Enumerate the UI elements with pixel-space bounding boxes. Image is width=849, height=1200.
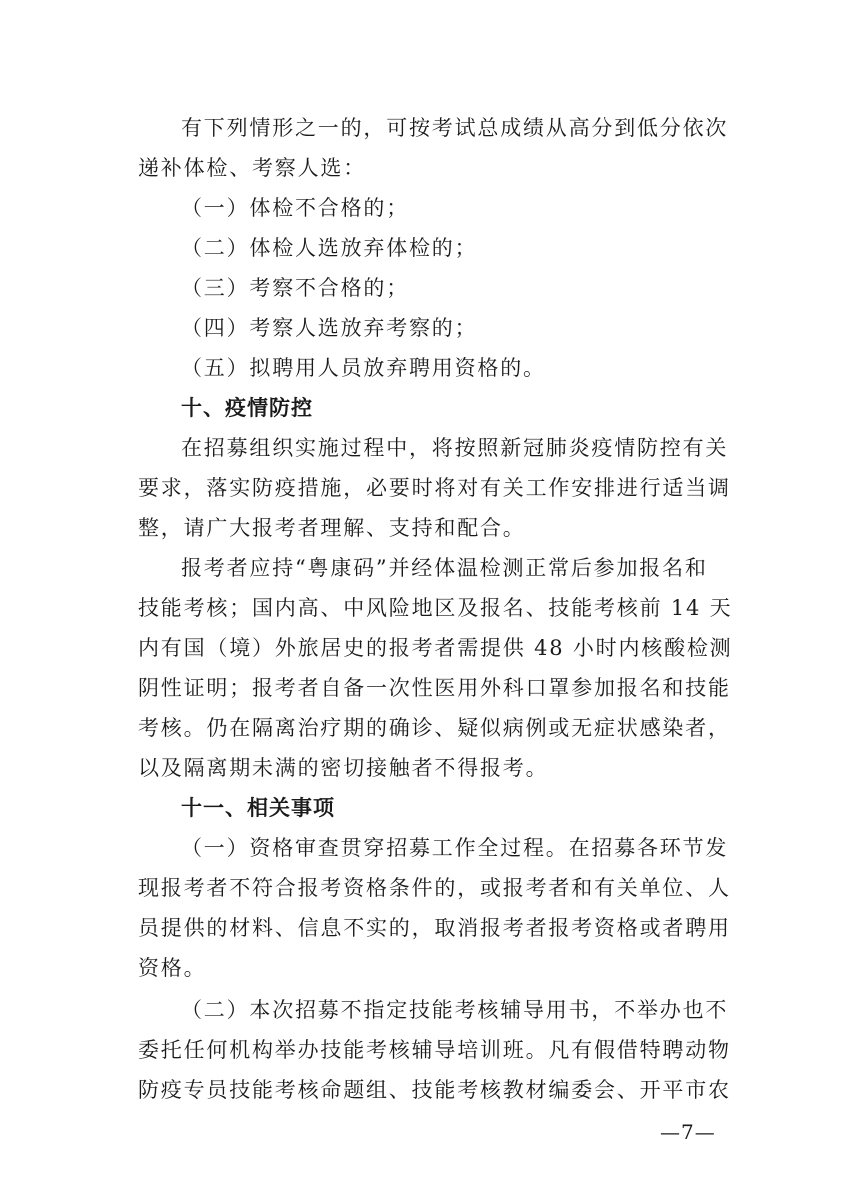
text-line: 员提供的材料、信息不实的，取消报考者报考资格或者聘用 [138, 916, 731, 940]
paragraph-health-code [138, 548, 738, 788]
text-line: （四）考察人选放弃考察的； [181, 316, 478, 340]
body-text [138, 108, 738, 1110]
text-line: 有下列情形之一的，可按考试总成绩从高分到低分依次 [181, 116, 729, 140]
text-line: 阴性证明；报考者自备一次性医用外科口罩参加报名和技能 [138, 676, 731, 700]
list-item-4 [138, 308, 738, 348]
text-line: 递补体检、考察人选： [138, 156, 366, 180]
text-line: 委托任何机构举办技能考核辅导培训班。凡有假借特聘动物 [138, 1038, 731, 1062]
text-line: 内有国（境）外旅居史的报考者需提供 48 小时内核酸检测 [138, 636, 733, 660]
section-title: 十一、相关事项 [181, 796, 335, 820]
paragraph-epidemic-measures [138, 428, 738, 548]
list-item-3 [138, 268, 738, 308]
paragraph-no-tutoring [138, 990, 738, 1110]
text-line: 整，请广大报考者理解、支持和配合。 [138, 516, 526, 540]
text-line: （五）拟聘用人员放弃聘用资格的。 [181, 356, 546, 380]
text-line: 报考者应持“粤康码”并经体温检测正常后参加报名和 [181, 556, 708, 580]
section-heading-11 [138, 788, 738, 828]
text-line: 现报考者不符合报考资格条件的，或报考者和有关单位、人 [138, 876, 731, 900]
text-line: （三）考察不合格的； [181, 276, 409, 300]
text-line: （一）体检不合格的； [181, 196, 409, 220]
text-line: 技能考核；国内高、中风险地区及报名、技能考核前 14 天 [138, 596, 733, 620]
text-line: （二）体检人选放弃体检的； [181, 236, 478, 260]
text-line: 资格。 [138, 956, 207, 980]
section-title: 十、疫情防控 [181, 396, 313, 420]
paragraph-substitution-intro [138, 108, 738, 188]
text-line: 要求，落实防疫措施，必要时将对有关工作安排进行适当调 [138, 476, 731, 500]
text-line: 防疫专员技能考核命题组、技能考核教材编委会、开平市农 [138, 1078, 731, 1102]
list-item-2 [138, 228, 738, 268]
text-line: 在招募组织实施过程中，将按照新冠肺炎疫情防控有关 [181, 436, 729, 460]
section-heading-10 [138, 388, 738, 428]
text-line: 以及隔离期未满的密切接触者不得报考。 [138, 756, 549, 780]
text-line: （一）资格审查贯穿招募工作全过程。在招募各环节发 [181, 836, 729, 860]
text-line: （二）本次招募不指定技能考核辅导用书，不举办也不 [181, 998, 729, 1022]
page-number: —7— [660, 1120, 716, 1144]
list-item-5 [138, 348, 738, 388]
list-item-1 [138, 188, 738, 228]
text-line: 考核。仍在隔离治疗期的确诊、疑似病例或无症状感染者， [138, 716, 731, 740]
paragraph-qualification-review [138, 828, 738, 988]
